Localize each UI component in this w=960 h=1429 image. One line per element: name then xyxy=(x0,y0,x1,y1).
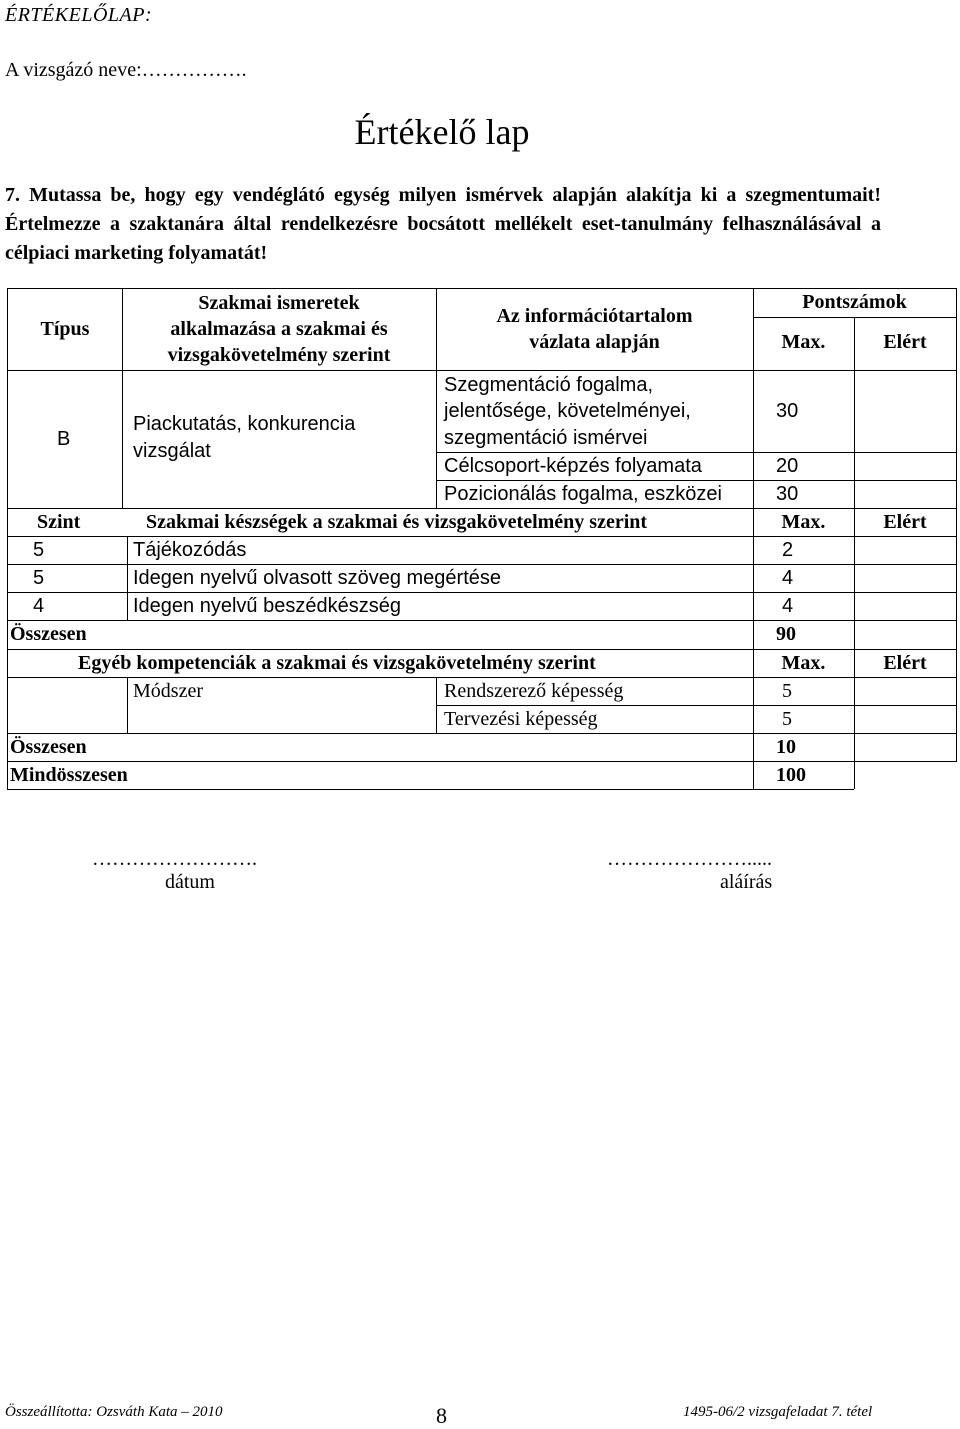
footer-author: Összeállította: Ozsváth Kata – 2010 xyxy=(5,1404,223,1420)
info-item-segmentation-max: 30 xyxy=(776,400,799,422)
info-item-positioning: Pozicionálás fogalma, eszközei xyxy=(444,483,722,505)
other-achieved-header: Elért xyxy=(883,652,927,674)
skill-row-name: Idegen nyelvű olvasott szöveg megértése xyxy=(133,567,501,589)
other-category: Módszer xyxy=(133,680,203,702)
task-description: 7. Mutassa be, hogy egy vendéglátó egység milyen ismérvek alapján alakítja ki a szegmentumait! Értelmezze a szaktanára által rendelkezésre bocsátott mellékelt eset-tanulmány felhasználásával a célpiaci marketing folyamatát! xyxy=(5,184,881,264)
signature-label: aláírás xyxy=(720,871,773,893)
col-knowledge-header-line3: vizsgakövetelmény szerint xyxy=(167,344,391,366)
date-dotted-line: ……………………. xyxy=(92,848,257,870)
skills-total-value: 90 xyxy=(776,623,796,645)
page-number: 8 xyxy=(436,1403,447,1428)
skills-achieved-header: Elért xyxy=(883,511,927,533)
knowledge-topic-line1: Piackutatás, konkurencia xyxy=(133,413,356,435)
page-title: Értékelő lap xyxy=(354,112,530,152)
col-info-header-line1: Az információtartalom xyxy=(496,305,693,327)
signature-dotted-line: …………………..... xyxy=(607,848,772,870)
skill-row-level: 5 xyxy=(33,539,45,561)
info-item-positioning-max: 30 xyxy=(776,483,799,505)
col-knowledge-header-line2: alkalmazása a szakmai és xyxy=(170,318,388,340)
knowledge-topic-line2: vizsgálat xyxy=(133,440,211,462)
other-row-max: 5 xyxy=(782,708,792,730)
other-total-value: 10 xyxy=(776,736,796,758)
other-header: Egyéb kompetenciák a szakmai és vizsgakövetelmény szerint xyxy=(78,652,596,674)
info-item-target-group: Célcsoport-képzés folyamata xyxy=(444,455,702,477)
other-row-name: Rendszerező képesség xyxy=(444,680,624,702)
other-total-label: Összesen xyxy=(10,736,87,758)
info-item-segmentation-line2: jelentősége, követelményei, xyxy=(444,400,691,422)
skills-level-header: Szint xyxy=(37,511,81,533)
col-knowledge-header-line1: Szakmai ismeretek xyxy=(198,292,360,314)
skill-row-max: 4 xyxy=(782,595,794,617)
other-row-name: Tervezési képesség xyxy=(444,708,598,730)
skill-row-name: Tájékozódás xyxy=(133,539,247,561)
info-item-segmentation-line3: szegmentáció ismérvei xyxy=(444,427,648,449)
candidate-name-line: A vizsgázó neve:……………. xyxy=(5,59,247,81)
skills-total-label: Összesen xyxy=(10,623,87,645)
grand-total-label: Mindösszesen xyxy=(10,764,128,786)
info-item-segmentation-line1: Szegmentáció fogalma, xyxy=(444,374,654,396)
skills-header: Szakmai készségek a szakmai és vizsgakövetelmény szerint xyxy=(146,511,648,533)
info-item-target-group-max: 20 xyxy=(776,455,799,477)
footer-code: 1495-06/2 vizsgafeladat 7. tétel xyxy=(683,1404,873,1420)
col-points-header: Pontszámok xyxy=(802,291,907,313)
col-achieved-header: Elért xyxy=(883,331,927,353)
form-label: ÉRTÉKELŐLAP: xyxy=(5,4,153,26)
skill-row-max: 4 xyxy=(782,567,794,589)
skills-max-header: Max. xyxy=(781,511,826,533)
other-max-header: Max. xyxy=(781,652,826,674)
skill-row-level: 4 xyxy=(33,595,45,617)
knowledge-type: B xyxy=(57,428,71,450)
skill-row-name: Idegen nyelvű beszédkészség xyxy=(133,595,401,617)
date-label: dátum xyxy=(165,871,215,893)
skill-row-level: 5 xyxy=(33,567,45,589)
grand-total-value: 100 xyxy=(776,764,806,786)
skill-row-max: 2 xyxy=(782,539,794,561)
col-max-header: Max. xyxy=(781,331,826,353)
col-type-header: Típus xyxy=(40,318,90,340)
other-row-max: 5 xyxy=(782,680,792,702)
col-info-header-line2: vázlata alapján xyxy=(529,331,660,353)
